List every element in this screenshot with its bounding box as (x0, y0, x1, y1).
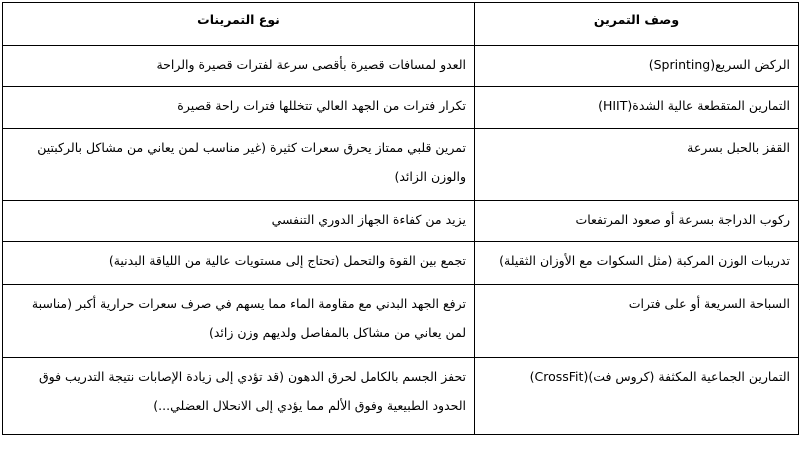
table-row (3, 358, 799, 435)
table-row (3, 201, 799, 242)
row-description-cell: السباحة السريعة أو على فترات (475, 285, 799, 358)
table-header-row (3, 3, 799, 46)
table-row (3, 285, 799, 358)
row-type-cell: العدو لمسافات قصيرة بأقصى سرعة لفترات قصيرة والراحة (3, 46, 475, 87)
row-description-cell: التمارين الجماعية المكثفة (كروس فت)(CrossFit) (475, 358, 799, 435)
row-description-cell: التمارين المتقطعة عالية الشدة(HIIT) (475, 87, 799, 129)
table-row (3, 87, 799, 129)
table-row (3, 129, 799, 201)
table-row (3, 242, 799, 285)
header-description: وصف التمرين (475, 3, 799, 46)
row-type-cell: تكرار فترات من الجهد العالي تتخللها فترات راحة قصيرة (3, 87, 475, 129)
header-type: نوع التمرينات (3, 3, 475, 46)
exercise-table (2, 2, 799, 435)
row-type-cell: تجمع بين القوة والتحمل (تحتاج إلى مستويات عالية من اللياقة البدنية) (3, 242, 475, 285)
row-description-cell: الركض السريع(Sprinting) (475, 46, 799, 87)
row-type-cell: ترفع الجهد البدني مع مقاومة الماء مما يسهم في صرف سعرات حرارية أكبر (مناسبة لمن يعاني من مشاكل بالمفاصل ولديهم وزن زائد) (3, 285, 475, 358)
row-description-cell: ركوب الدراجة بسرعة أو صعود المرتفعات (475, 201, 799, 242)
row-type-cell: تحفز الجسم بالكامل لحرق الدهون (قد تؤدي إلى زيادة الإصابات نتيجة التدريب فوق الحدود الطبيعية وفوق الألم مما يؤدي إلى الانحلال العضلي...) (3, 358, 475, 435)
row-type-cell: يزيد من كفاءة الجهاز الدوري التنفسي (3, 201, 475, 242)
row-description-cell: القفز بالحبل بسرعة (475, 129, 799, 201)
table-row (3, 46, 799, 87)
row-type-cell: تمرين قلبي ممتاز يحرق سعرات كثيرة (غير مناسب لمن يعاني من مشاكل بالركبتين والوزن الزائد) (3, 129, 475, 201)
row-description-cell: تدريبات الوزن المركبة (مثل السكوات مع الأوزان الثقيلة) (475, 242, 799, 285)
